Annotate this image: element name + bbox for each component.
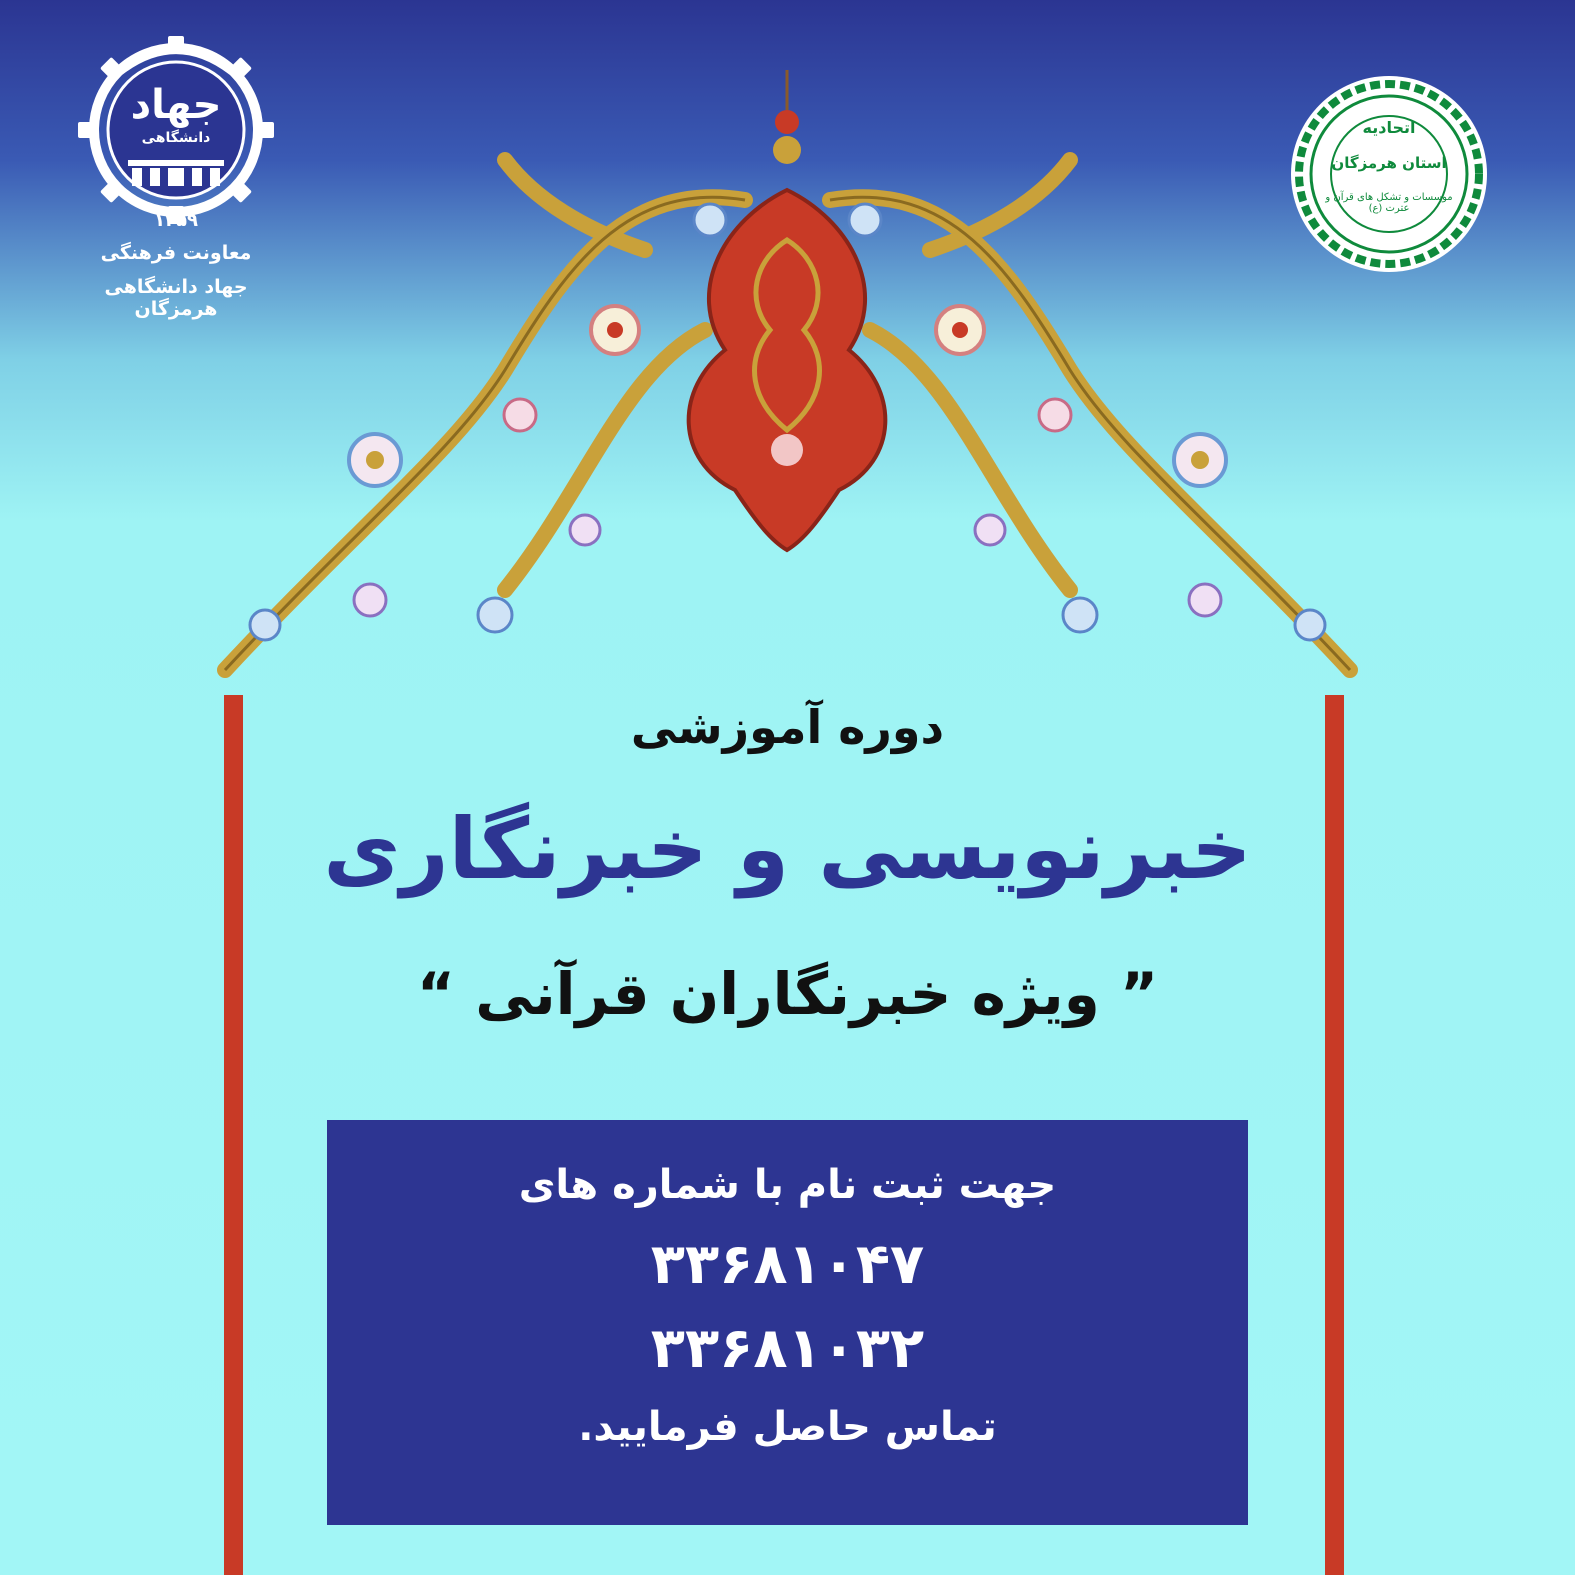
persian-floral-arch-ornament-icon	[205, 70, 1370, 695]
registration-outro: تماس حاصل فرمایید.	[578, 1404, 997, 1450]
registration-info-box	[327, 1120, 1248, 1525]
course-label: دوره آموزشی	[630, 700, 945, 754]
right-red-pillar	[1325, 695, 1344, 1575]
jahad-logo-name: جهاد	[130, 82, 222, 128]
jahad-logo-subname: دانشگاهی	[141, 130, 211, 146]
jahad-logo-year: ۱۳۵۹	[154, 210, 198, 231]
jahad-dept-line1: معاونت فرهنگی	[100, 242, 252, 264]
registration-intro: جهت ثبت نام با شماره های	[518, 1162, 1057, 1208]
left-red-pillar	[224, 695, 243, 1575]
seal-top-text: اتحادیه	[1362, 118, 1416, 137]
seal-middle-text: استان هرمزگان	[1331, 154, 1447, 172]
course-subtitle: ” ویژه خبرنگاران قرآنی “	[416, 960, 1159, 1028]
persian-floral-ornament	[205, 70, 1370, 695]
phone-number-2: ۳۳۶۸۱۰۳۲	[650, 1316, 925, 1381]
jahad-dept-line2: جهاد دانشگاهی هرمزگان	[104, 276, 248, 320]
phone-number-1: ۳۳۶۸۱۰۴۷	[650, 1232, 925, 1297]
seal-ring-text: موسسات و تشکل های قرآن و عترت (ع)	[1325, 192, 1453, 214]
course-title: خبرنویسی و خبرنگاری	[323, 800, 1252, 898]
